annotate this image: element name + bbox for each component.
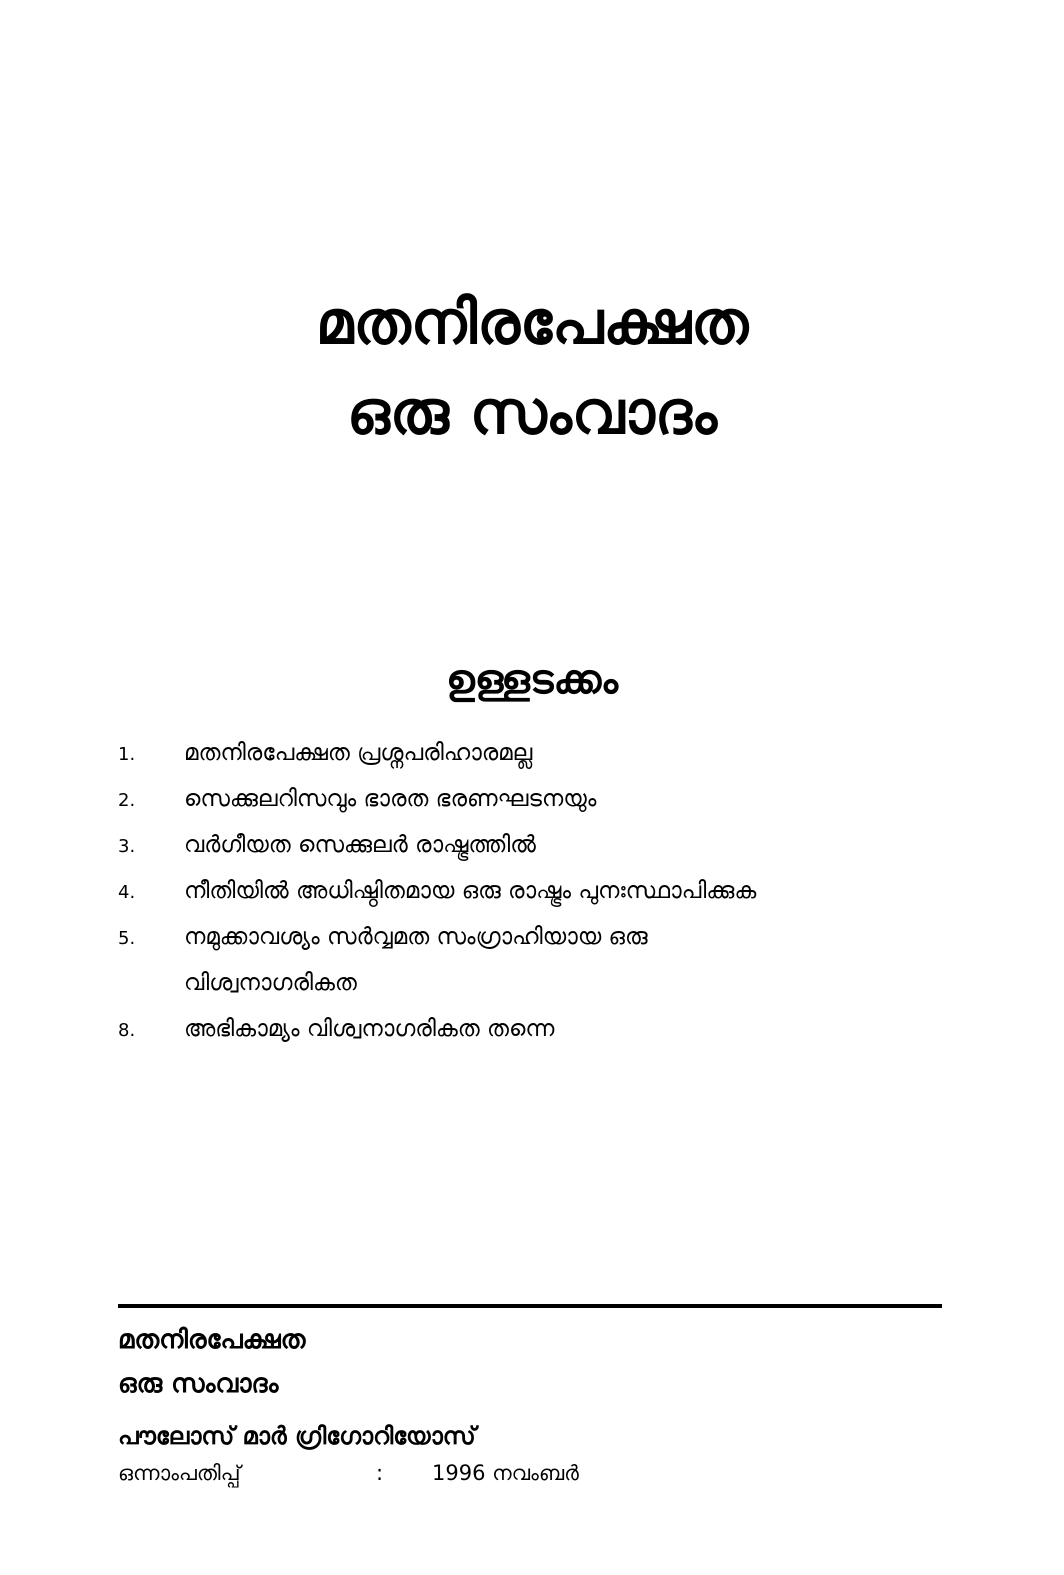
toc-item-title: നമുക്കാവശ്യം സർവ്വമത സംഗ്രാഹിയായ ഒരു വിശ്വനാഗരികത [184, 924, 648, 996]
edition-value: 1996 നവംബർ [432, 1461, 579, 1485]
imprint-title-line-2: ഒരു സംവാദം [118, 1369, 279, 1399]
toc-item-title: നീതിയിൽ അധിഷ്ഠിതമായ ഒരു രാഷ്ട്രം പുനഃസ്ഥാപിക്കുക [184, 878, 757, 904]
imprint-block [118, 1318, 942, 1492]
edition-line [118, 1454, 942, 1492]
toc-item-number: 8. [118, 1020, 136, 1041]
author-name: പൗലോസ് മാർ ഗ്രിഗോറിയോസ് [118, 1422, 476, 1450]
toc-item-2 [118, 776, 978, 822]
edition-label: ഒന്നാംപതിപ്പ് [118, 1461, 241, 1485]
toc-item-title: മതനിരപേക്ഷത പ്രശ്നപരിഹാരമല്ല [184, 740, 533, 766]
toc-item-5 [118, 914, 978, 1006]
toc-item-number: 4. [118, 882, 136, 903]
imprint-title-line-1: മതനിരപേക്ഷത [118, 1325, 306, 1355]
toc-item-3 [118, 822, 978, 868]
contents-heading: ഉള്ളടക്കം [445, 657, 619, 703]
title-line-2: ഒരു സംവാദം [346, 378, 718, 448]
toc-item-title: സെക്കുലറിസവും ഭാരത ഭരണഘടനയും [184, 786, 597, 812]
toc-item-number: 2. [118, 790, 136, 811]
toc-item-title: അഭികാമ്യം വിശ്വനാഗരികത തന്നെ [184, 1016, 555, 1042]
toc-item-title: വർഗീയത സെക്കുലർ രാഷ്ട്രത്തിൽ [184, 832, 536, 858]
toc-item-number: 3. [118, 836, 136, 857]
toc-item-1 [118, 730, 978, 776]
edition-separator: : [376, 1461, 384, 1485]
toc-item-number: 1. [118, 744, 136, 765]
title-line-1: മതനിരപേക്ഷത [315, 288, 749, 358]
divider-rule [118, 1304, 942, 1308]
toc-item-number: 5. [118, 928, 136, 949]
toc-item-8 [118, 1006, 978, 1052]
table-of-contents [118, 730, 978, 1052]
toc-item-4 [118, 868, 978, 914]
book-title [0, 278, 1064, 458]
